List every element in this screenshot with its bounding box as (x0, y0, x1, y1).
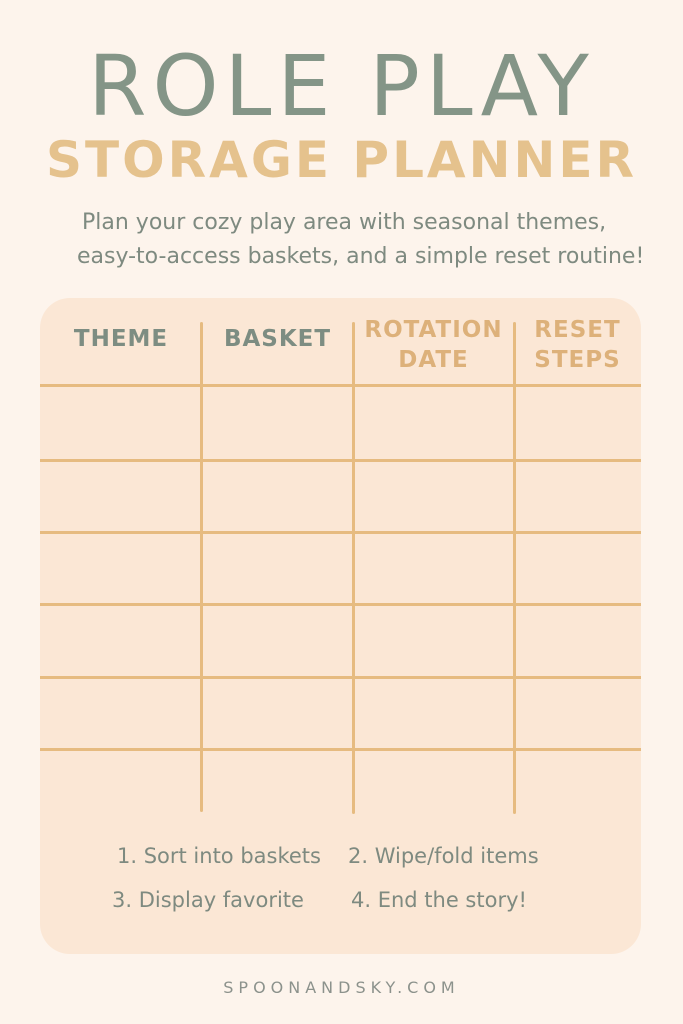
column-header-reset-steps (514, 315, 641, 375)
grid-divider-horizontal (40, 603, 641, 606)
grid-divider-horizontal (40, 531, 641, 534)
intro-line-1: Plan your cozy play area with seasonal themes, (82, 210, 607, 235)
table-cell[interactable] (516, 387, 641, 459)
grid-divider-horizontal (40, 459, 641, 462)
reset-step-1: 1. Sort into baskets (117, 844, 321, 868)
column-header-basket-label: BASKET (223, 326, 332, 352)
grid-divider-horizontal (40, 748, 641, 751)
reset-step-3: 3. Display favorite (112, 888, 304, 912)
column-header-date-label: DATE (398, 347, 469, 373)
page-subtitle: STORAGE PLANNER (46, 131, 637, 189)
column-header-rotation-date (353, 315, 514, 375)
column-header-reset-label: RESET (534, 317, 621, 343)
table-cell[interactable] (40, 387, 200, 459)
page-title: ROLE PLAY (88, 37, 595, 135)
grid-divider-horizontal (40, 676, 641, 679)
reset-step-2: 2. Wipe/fold items (348, 844, 539, 868)
intro-line-2: easy-to-access baskets, and a simple reset routine! (77, 244, 645, 269)
column-header-rotation-label: ROTATION (364, 317, 503, 343)
column-header-basket (202, 324, 353, 354)
column-header-steps-label: STEPS (534, 347, 621, 373)
reset-step-4: 4. End the story! (351, 888, 527, 912)
table-cell[interactable] (355, 387, 513, 459)
footer-site-link[interactable]: SPOONANDSKY.COM (223, 978, 460, 997)
table-cell[interactable] (203, 387, 352, 459)
planner-card (40, 298, 641, 954)
column-header-theme (40, 324, 202, 354)
intro-text (60, 206, 645, 274)
column-header-theme-label: THEME (73, 326, 169, 352)
